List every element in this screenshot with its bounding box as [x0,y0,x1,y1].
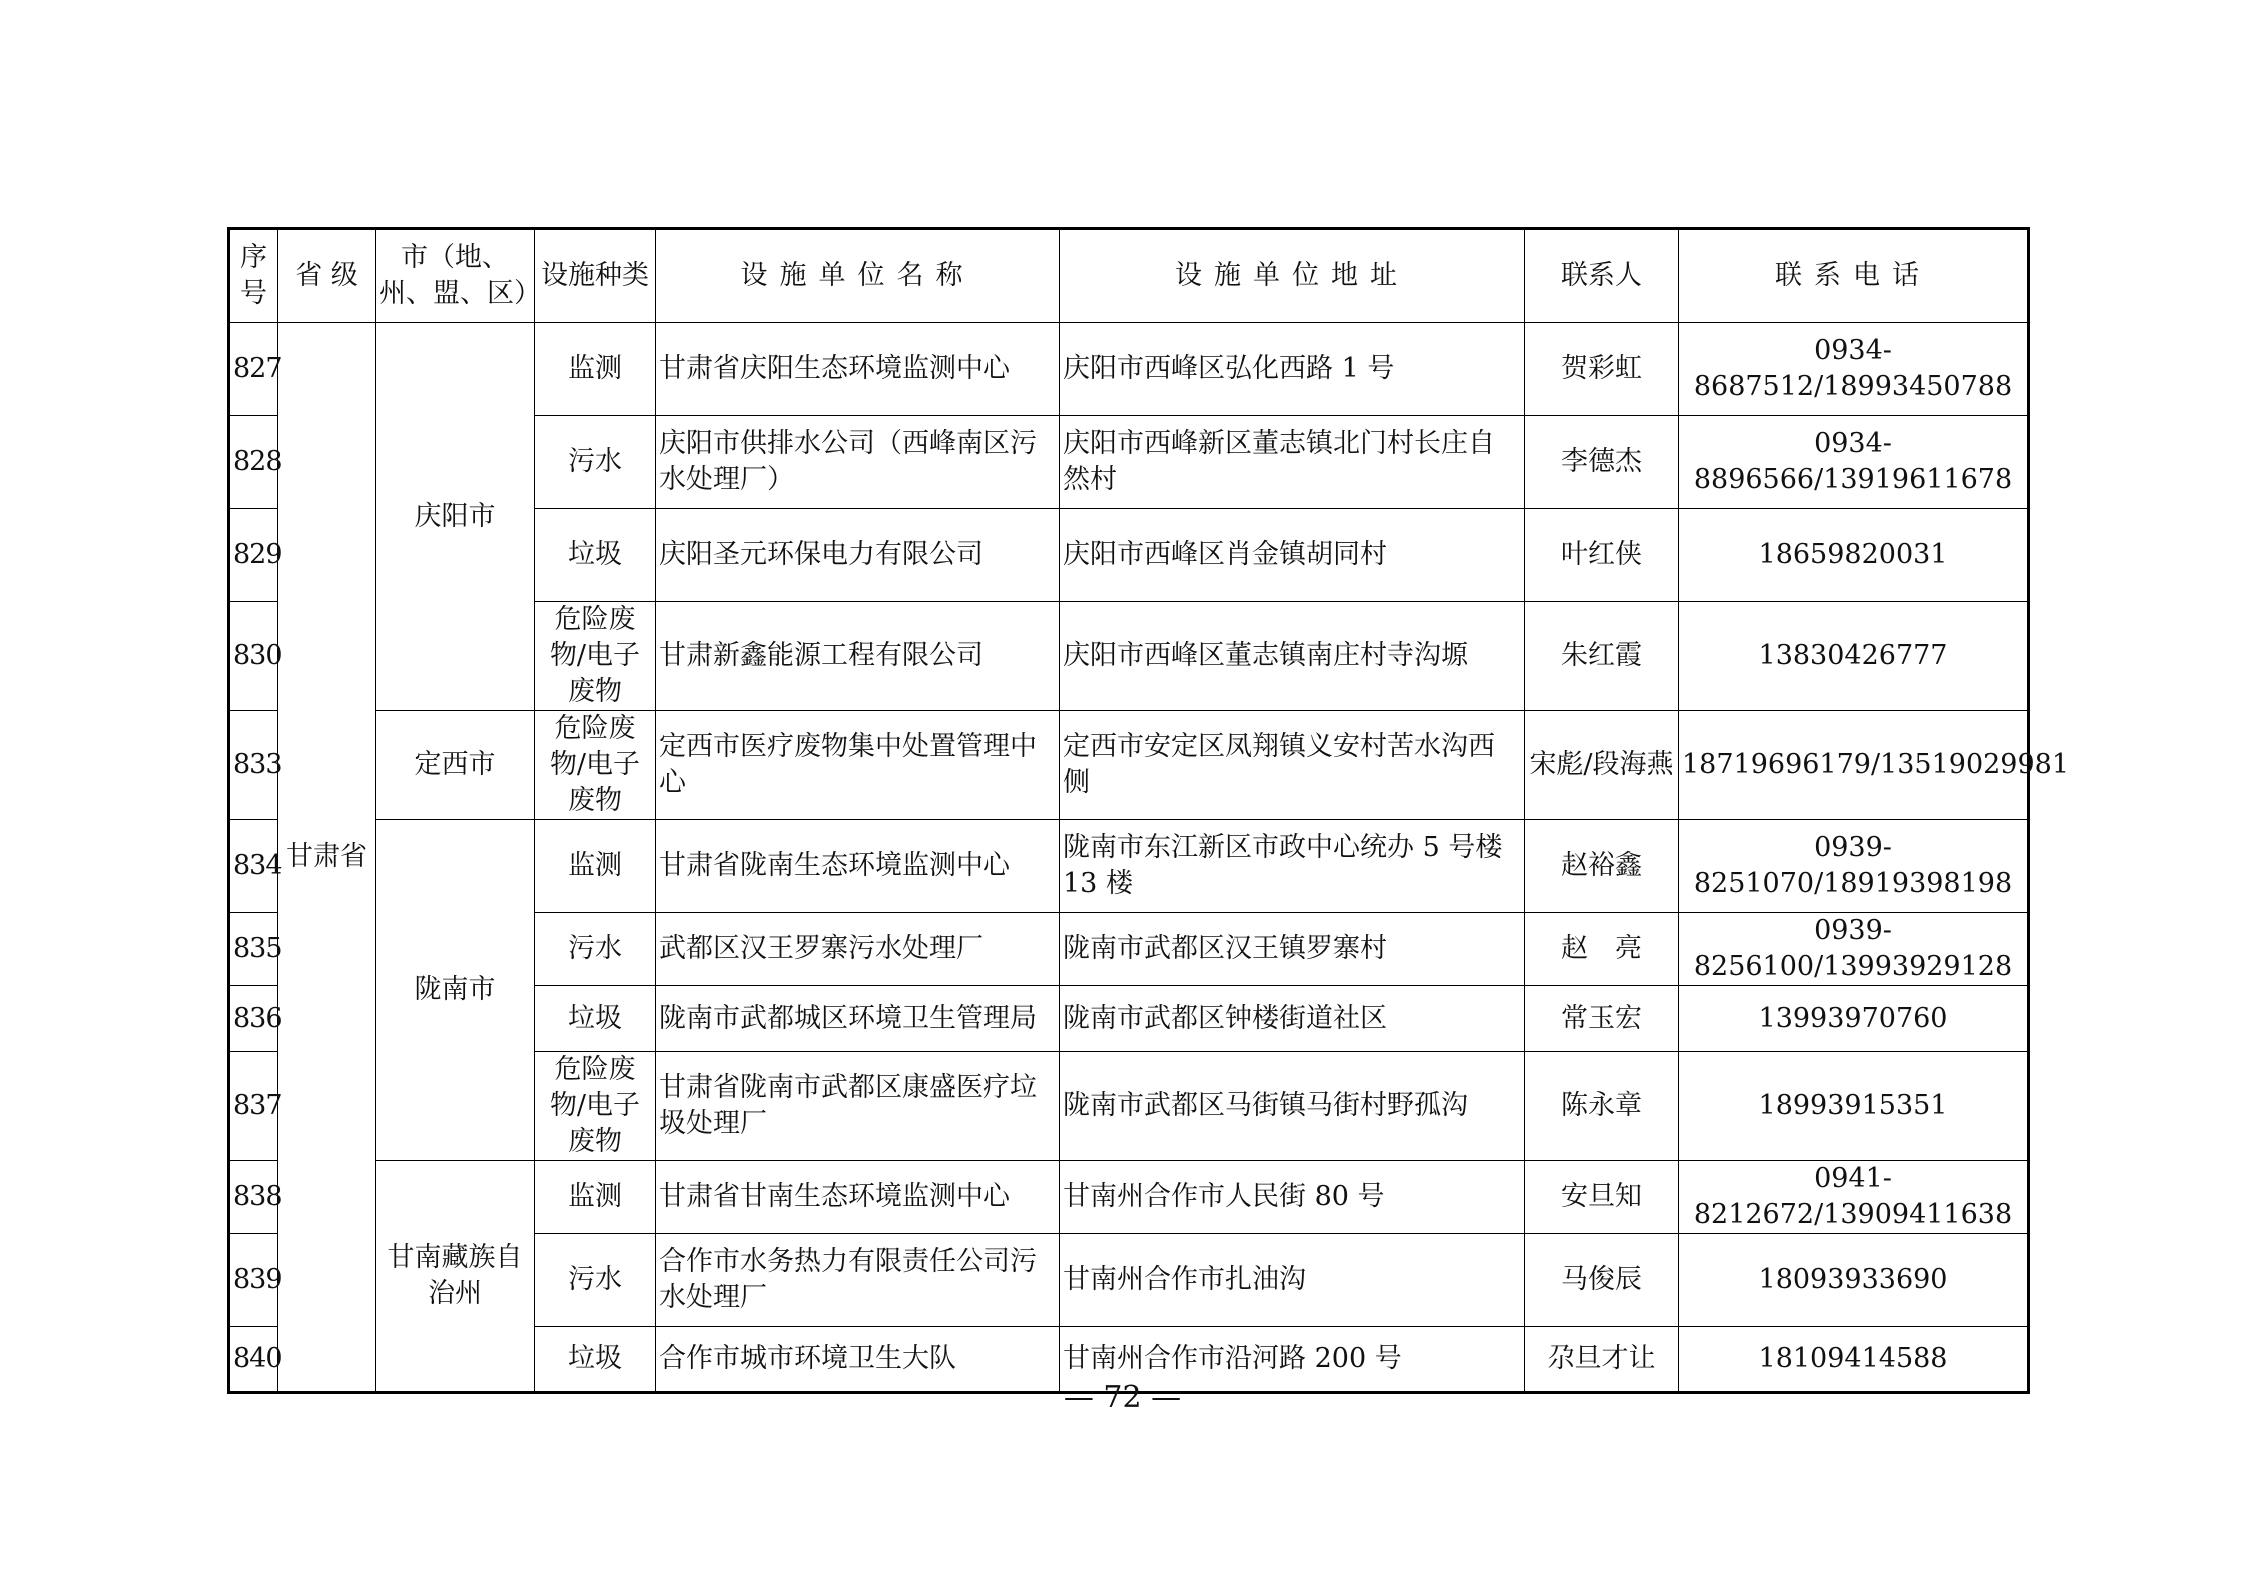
name-cell: 定西市医疗废物集中处置管理中心 [656,711,1060,820]
name-cell: 武都区汉王罗寨污水处理厂 [656,913,1060,986]
phone-cell: 0934-8896566/13919611678 [1679,416,2029,509]
header-province: 省 级 [278,229,376,323]
name-cell: 甘肃省陇南生态环境监测中心 [656,820,1060,913]
type-cell: 监测 [535,323,656,416]
contact-cell: 宋彪/段海燕 [1525,711,1679,820]
phone-cell: 18659820031 [1679,509,2029,602]
city-cell-dingxi: 定西市 [376,711,535,820]
address-cell: 陇南市武都区钟楼街道社区 [1060,986,1525,1052]
contact-cell: 赵 亮 [1525,913,1679,986]
type-cell: 垃圾 [535,509,656,602]
phone-cell: 0939-8256100/13993929128 [1679,913,2029,986]
type-cell: 监测 [535,820,656,913]
address-cell: 陇南市东江新区市政中心统办 5 号楼 13 楼 [1060,820,1525,913]
phone-cell: 18993915351 [1679,1052,2029,1161]
seq-cell: 835 [229,913,278,986]
phone-cell: 18109414588 [1679,1327,2029,1393]
phone-cell: 13993970760 [1679,986,2029,1052]
address-cell: 陇南市武都区马街镇马街村野孤沟 [1060,1052,1525,1161]
seq-cell: 838 [229,1161,278,1234]
contact-cell: 常玉宏 [1525,986,1679,1052]
seq-cell: 829 [229,509,278,602]
type-cell: 垃圾 [535,986,656,1052]
phone-cell: 18093933690 [1679,1234,2029,1327]
header-city: 市（地、州、盟、区） [376,229,535,323]
seq-cell: 840 [229,1327,278,1393]
seq-cell: 837 [229,1052,278,1161]
type-cell: 垃圾 [535,1327,656,1393]
type-cell: 监测 [535,1161,656,1234]
address-cell: 庆阳市西峰区董志镇南庄村寺沟塬 [1060,602,1525,711]
phone-cell: 0934-8687512/18993450788 [1679,323,2029,416]
address-cell: 甘南州合作市扎油沟 [1060,1234,1525,1327]
type-cell: 危险废物/电子废物 [535,602,656,711]
type-cell: 危险废物/电子废物 [535,1052,656,1161]
name-cell: 合作市水务热力有限责任公司污水处理厂 [656,1234,1060,1327]
address-cell: 定西市安定区凤翔镇义安村苦水沟西侧 [1060,711,1525,820]
city-cell-gannan: 甘南藏族自治州 [376,1161,535,1393]
name-cell: 甘肃省甘南生态环境监测中心 [656,1161,1060,1234]
table-row [229,711,2029,820]
seq-cell: 828 [229,416,278,509]
address-cell: 甘南州合作市沿河路 200 号 [1060,1327,1525,1393]
province-cell: 甘肃省 [278,323,376,1393]
phone-cell: 0941-8212672/13909411638 [1679,1161,2029,1234]
contact-cell: 贺彩虹 [1525,323,1679,416]
address-cell: 庆阳市西峰区肖金镇胡同村 [1060,509,1525,602]
type-cell: 污水 [535,913,656,986]
contact-cell: 李德杰 [1525,416,1679,509]
table-row [229,820,2029,913]
name-cell: 庆阳市供排水公司（西峰南区污水处理厂） [656,416,1060,509]
type-cell: 污水 [535,416,656,509]
header-type: 设施种类 [535,229,656,323]
name-cell: 甘肃新鑫能源工程有限公司 [656,602,1060,711]
address-cell: 庆阳市西峰新区董志镇北门村长庄自然村 [1060,416,1525,509]
table-row [229,1161,2029,1234]
name-cell: 甘肃省庆阳生态环境监测中心 [656,323,1060,416]
seq-cell: 839 [229,1234,278,1327]
contact-cell: 叶红侠 [1525,509,1679,602]
contact-cell: 马俊辰 [1525,1234,1679,1327]
contact-cell: 赵裕鑫 [1525,820,1679,913]
header-name: 设施单位名称 [656,229,1060,323]
city-cell-qingyang: 庆阳市 [376,323,535,711]
header-seq: 序号 [229,229,278,323]
phone-cell: 13830426777 [1679,602,2029,711]
contact-cell: 陈永章 [1525,1052,1679,1161]
header-phone: 联系电话 [1679,229,2029,323]
address-cell: 陇南市武都区汉王镇罗寨村 [1060,913,1525,986]
table-header-row [229,229,2029,323]
name-cell: 甘肃省陇南市武都区康盛医疗垃圾处理厂 [656,1052,1060,1161]
address-cell: 甘南州合作市人民街 80 号 [1060,1161,1525,1234]
header-address: 设施单位地址 [1060,229,1525,323]
name-cell: 陇南市武都城区环境卫生管理局 [656,986,1060,1052]
type-cell: 危险废物/电子废物 [535,711,656,820]
name-cell: 庆阳圣元环保电力有限公司 [656,509,1060,602]
type-cell: 污水 [535,1234,656,1327]
seq-cell: 836 [229,986,278,1052]
address-cell: 庆阳市西峰区弘化西路 1 号 [1060,323,1525,416]
contact-cell: 安旦知 [1525,1161,1679,1234]
contact-cell: 朱红霞 [1525,602,1679,711]
table-row [229,323,2029,416]
seq-cell: 833 [229,711,278,820]
phone-cell: 0939-8251070/18919398198 [1679,820,2029,913]
page-number: — 72 — [1063,1380,1182,1415]
name-cell: 合作市城市环境卫生大队 [656,1327,1060,1393]
city-cell-longnan: 陇南市 [376,820,535,1161]
seq-cell: 830 [229,602,278,711]
seq-cell: 827 [229,323,278,416]
phone-cell: 18719696179/13519029981 [1679,711,2029,820]
seq-cell: 834 [229,820,278,913]
facility-table [227,227,2070,1394]
header-contact: 联系人 [1525,229,1679,323]
contact-cell: 尕旦才让 [1525,1327,1679,1393]
